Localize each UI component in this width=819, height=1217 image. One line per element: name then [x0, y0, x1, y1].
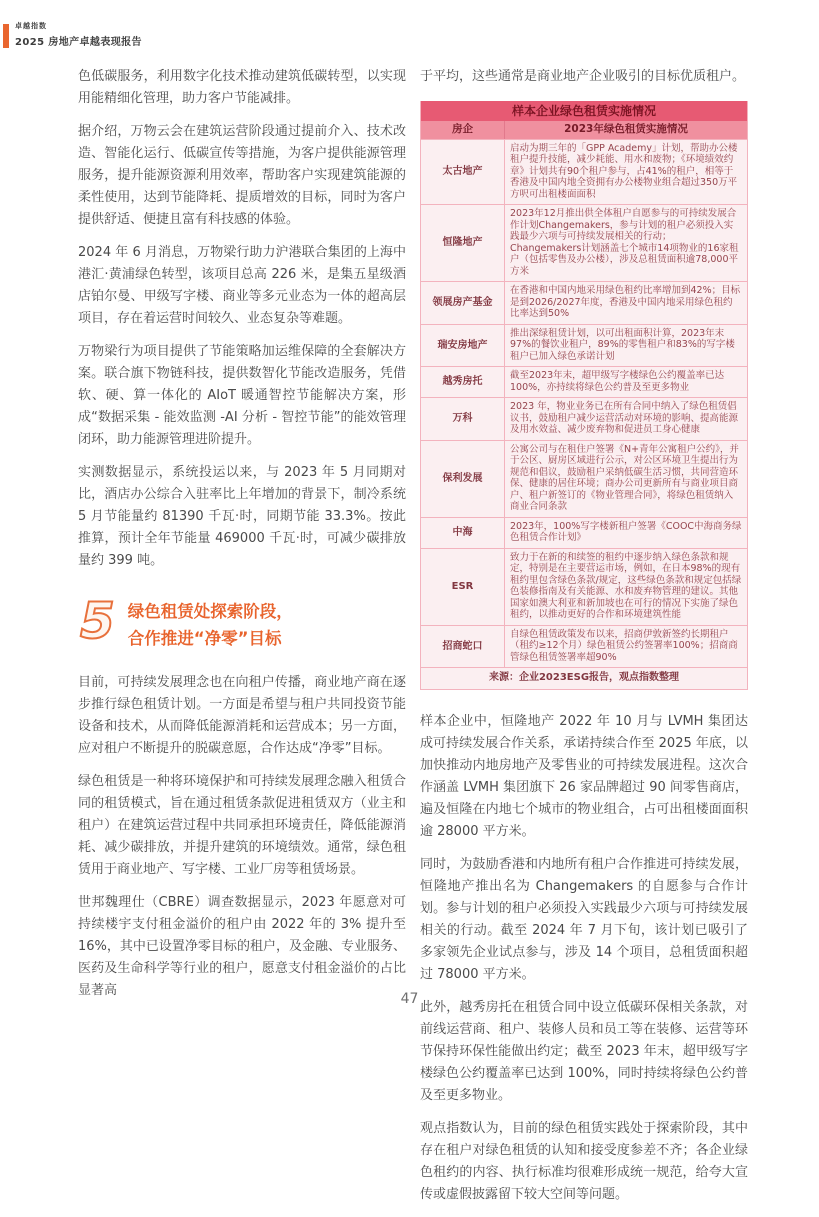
body-paragraph: 观点指数认为，目前的绿色租赁实践处于探索阶段，其中存在租户对绿色租赁的认知和接受度参差不齐；各企业绿色租约的内容、执行标准均很难形成统一规范，给夸大宣传或虚假披露留下较大空间等问题。: [420, 1120, 748, 1202]
right-column: [420, 66, 748, 1217]
body-paragraph: 此外，越秀房托在租赁合同中设立低碳环保相关条款，对前线运营商、租户、装修人员和员工等在装修、运营等环节保持环保性能做出约定；截至 2023 年末，超甲级写字楼绿色公约覆盖率已达到 100%，同时持续将绿色公约普及至更多物业。: [420, 999, 748, 1103]
detail-cell: 2023年12月推出供全体租户自愿参与的可持续发展合作计划Changemakers，参与计划的租户必须投入实践最少六项与可持续发展相关的行动；Changemakers计划涵盖七个城市14项物业的16家租户（包括零售及办公楼），涉及总租赁面积逾78,000平方米: [510, 208, 739, 277]
table-row: [421, 139, 747, 205]
brand-accent-bar: [3, 24, 9, 48]
section-title-line2: 合作推进“净零”目标: [127, 629, 282, 648]
detail-cell: 在香港和中国内地采用绿色租约比率增加到42%；目标是到2026/2027年度，香港及中国内地采用绿色租约比率达到50%: [510, 285, 741, 319]
company-cell: 保利发展: [421, 441, 505, 517]
table-row: [421, 440, 747, 517]
company-cell: 太古地产: [421, 140, 505, 205]
table-row: [421, 625, 747, 668]
body-paragraph: 色低碳服务，利用数字化技术推动建筑低碳转型，以实现用能精细化管理，助力客户节能减排。: [78, 69, 406, 106]
company-cell: 招商蛇口: [421, 626, 505, 668]
detail-cell: 启动为期三年的「GPP Academy」计划，帮助办公楼租户提升技能，减少耗能、用水和废物；《环境绩效约章》计划共有90个租户参与，占41%的租户，相等于香港及中国内地全资拥有办公楼物业组合超过350万平方呎可出租楼面面积: [510, 142, 738, 200]
table-row: [421, 281, 747, 324]
brand-name: 卓越指数: [15, 22, 47, 30]
body-paragraph: 于平均，这些通常是商业地产企业吸引的目标优质租户。: [420, 69, 746, 84]
body-paragraph: 万物梁行为项目提供了节能策略加运维保障的全套解决方案。联合旗下物链科技，提供数智化节能改造服务，凭借软、硬、算一体化的 AIoT 暖通智控节能解决方案，形成“数据采集 - 能效监测 -AI 分析 - 智控节能”的能效管理闭环，助力能源管理进阶提升。: [78, 344, 406, 447]
section-title: [128, 597, 293, 652]
table-row: [421, 366, 747, 397]
report-title: 2025 房地产卓越表现报告: [15, 37, 142, 48]
detail-cell: 2023年，100%写字楼新租户签署《COOC中海商务绿色租赁合作计划》: [510, 520, 742, 543]
table-row: [421, 548, 747, 625]
table-row: [421, 397, 747, 440]
company-cell: 恒隆地产: [421, 205, 505, 281]
body-paragraph: 绿色租赁是一种将环境保护和可持续发展理念融入租赁合同的租赁模式，旨在通过租赁条款促进租赁双方（业主和租户）在建筑运营过程中共同承担环境责任，降低能源消耗、减少碳排放，并提升建筑的环境绩效。通常，绿色租赁用于商业地产、写字楼、工业厂房等租赁场景。: [78, 774, 406, 877]
table-row: [421, 204, 747, 281]
detail-cell: 2023 年，物业业务已在所有合同中纳入了绿色租赁倡议书，鼓励租户减少运营活动对环境的影响、提高能源及用水效益、减少废弃物和促进员工身心健康: [510, 401, 739, 435]
section-number: 5: [80, 592, 113, 650]
detail-cell: 自绿色租赁政策发布以来，招商伊敦新签约长期租户（租约≥12个月）绿色租赁公约签署率100%；招商商管绿色租赁签署率超90%: [510, 628, 738, 663]
table-row: [421, 324, 747, 367]
table-title: 样本企业绿色租赁实施情况: [421, 101, 747, 121]
table-header-row: [421, 121, 747, 139]
company-cell: 中海: [421, 518, 505, 548]
body-paragraph: 世邦魏理仕（CBRE）调查数据显示，2023 年愿意对可持续楼宇支付租金溢价的租户由 2022 年的 3% 提升至 16%，其中已设置净零目标的租户，及金融、专业服务、医药及生命科学等行业的租户，愿意支付租金溢价的占比显著高: [78, 895, 406, 998]
detail-cell: 公寓公司与在租住户签署《N+青年公寓租户公约》，并于公区、厨房区域进行公示，对公区环境卫生提出行为规范和倡议，鼓励租户采纳低碳生活习惯，共同营造环保、健康的居住环境；商办公司更新所有与商业项目商户、租户新签订的《物业管理合同》，将绿色租赁纳入商业合同条款: [510, 443, 739, 512]
table-header-detail: 2023年绿色租赁实施情况: [564, 123, 688, 135]
page-number: 47: [400, 991, 419, 1007]
report-brand: [15, 21, 142, 48]
detail-cell: 致力于在新的和续签的租约中逐步纳入绿色条款和规定，特别是在主要营运市场，例如，在日本98%的现有租约里包含绿色条款/规定，这些绿色条款和规定包括绿色装修指南及有关能源、水和废弃物管理的建议。其他国家如澳大利亚和新加坡也在可行的情况下实施了绿色租约，以推动更好的合作和环境建筑性能: [510, 551, 742, 620]
company-cell: 领展房产基金: [421, 282, 505, 324]
table-source-note: 来源：企业2023ESG报告，观点指数整理: [421, 667, 747, 689]
detail-cell: 截至2023年末，超甲级写字楼绿色公约覆盖率已达100%，亦持续将绿色公约普及至更多物业: [510, 370, 725, 393]
company-cell: ESR: [421, 549, 505, 625]
body-paragraph: 样本企业中，恒隆地产 2022 年 10 月与 LVMH 集团达成可持续发展合作关系，承诺持续合作至 2025 年底，以加快推动内地房地产及零售业的可持续发展进程。这次合作涵盖 LVMH 集团旗下 26 家品牌超过 90 间零售商店，遍及恒隆在内地七个城市的物业组合，占可出租楼面面积逾 28000 平方米。: [420, 713, 748, 839]
left-column: [78, 66, 406, 1013]
section-title-line1: 绿色租赁处探索阶段，: [127, 602, 293, 621]
section-heading: [80, 592, 406, 652]
body-paragraph: 2024 年 6 月消息，万物梁行助力沪港联合集团的上海中港汇·黄浦绿色转型，该项目总高 226 米，是集五星级酒店铂尔曼、甲级写字楼、商业等多元业态为一体的超高层项目，存在着运营时间较久、业态复杂等难题。: [78, 245, 406, 326]
company-cell: 万科: [421, 398, 505, 440]
green-lease-table: [420, 101, 748, 690]
body-paragraph: 目前，可持续发展理念也在向租户传播，商业地产商在逐步推行绿色租赁计划。一方面是希望与租户共同投资节能设备和技术，从而降低能源消耗和运营成本；另一方面，应对租户不断提升的脱碳意愿，合作达成“净零”目标。: [78, 675, 406, 756]
company-cell: 越秀房托: [421, 367, 505, 397]
body-paragraph: 实测数据显示，系统投运以来，与 2023 年 5 月同期对比，酒店办公综合入驻率比上年增加的背景下，制冷系统 5 月节能量约 81390 千瓦·时，同期节能 33.3%。按此推算，预计全年节能量 469000 千瓦·时，可减少碳排放量约 399 吨。: [78, 465, 406, 568]
detail-cell: 推出深绿租赁计划，以可出租面积计算，2023年末97%的餐饮业租户，89%的零售租户和83%的写字楼租户已加入绿色承诺计划: [510, 327, 735, 362]
body-paragraph: 同时，为鼓励香港和内地所有租户合作推进可持续发展，恒隆地产推出名为 Changemakers 的自愿参与合作计划。参与计划的租户必须投入实践最少六项与可持续发展相关的行动。截至 2024 年 7 月下旬，该计划已吸引了多家领先企业试点参与，涉及 14 个项目，总租赁面积超过 78000 平方米。: [420, 856, 748, 982]
table-header-company: 房企: [421, 121, 505, 139]
table-row: [421, 517, 747, 548]
company-cell: 瑞安房地产: [421, 325, 505, 367]
body-paragraph: 据介绍，万物云会在建筑运营阶段通过提前介入、技术改造、智能化运行、低碳宣传等措施，为客户提供能源管理服务，提升能源资源利用效率，帮助客户实现建筑能源的柔性使用，达到节能降耗、提质增效的目标，同时为客户提供舒适、便捷且富有科技感的体验。: [78, 124, 406, 227]
